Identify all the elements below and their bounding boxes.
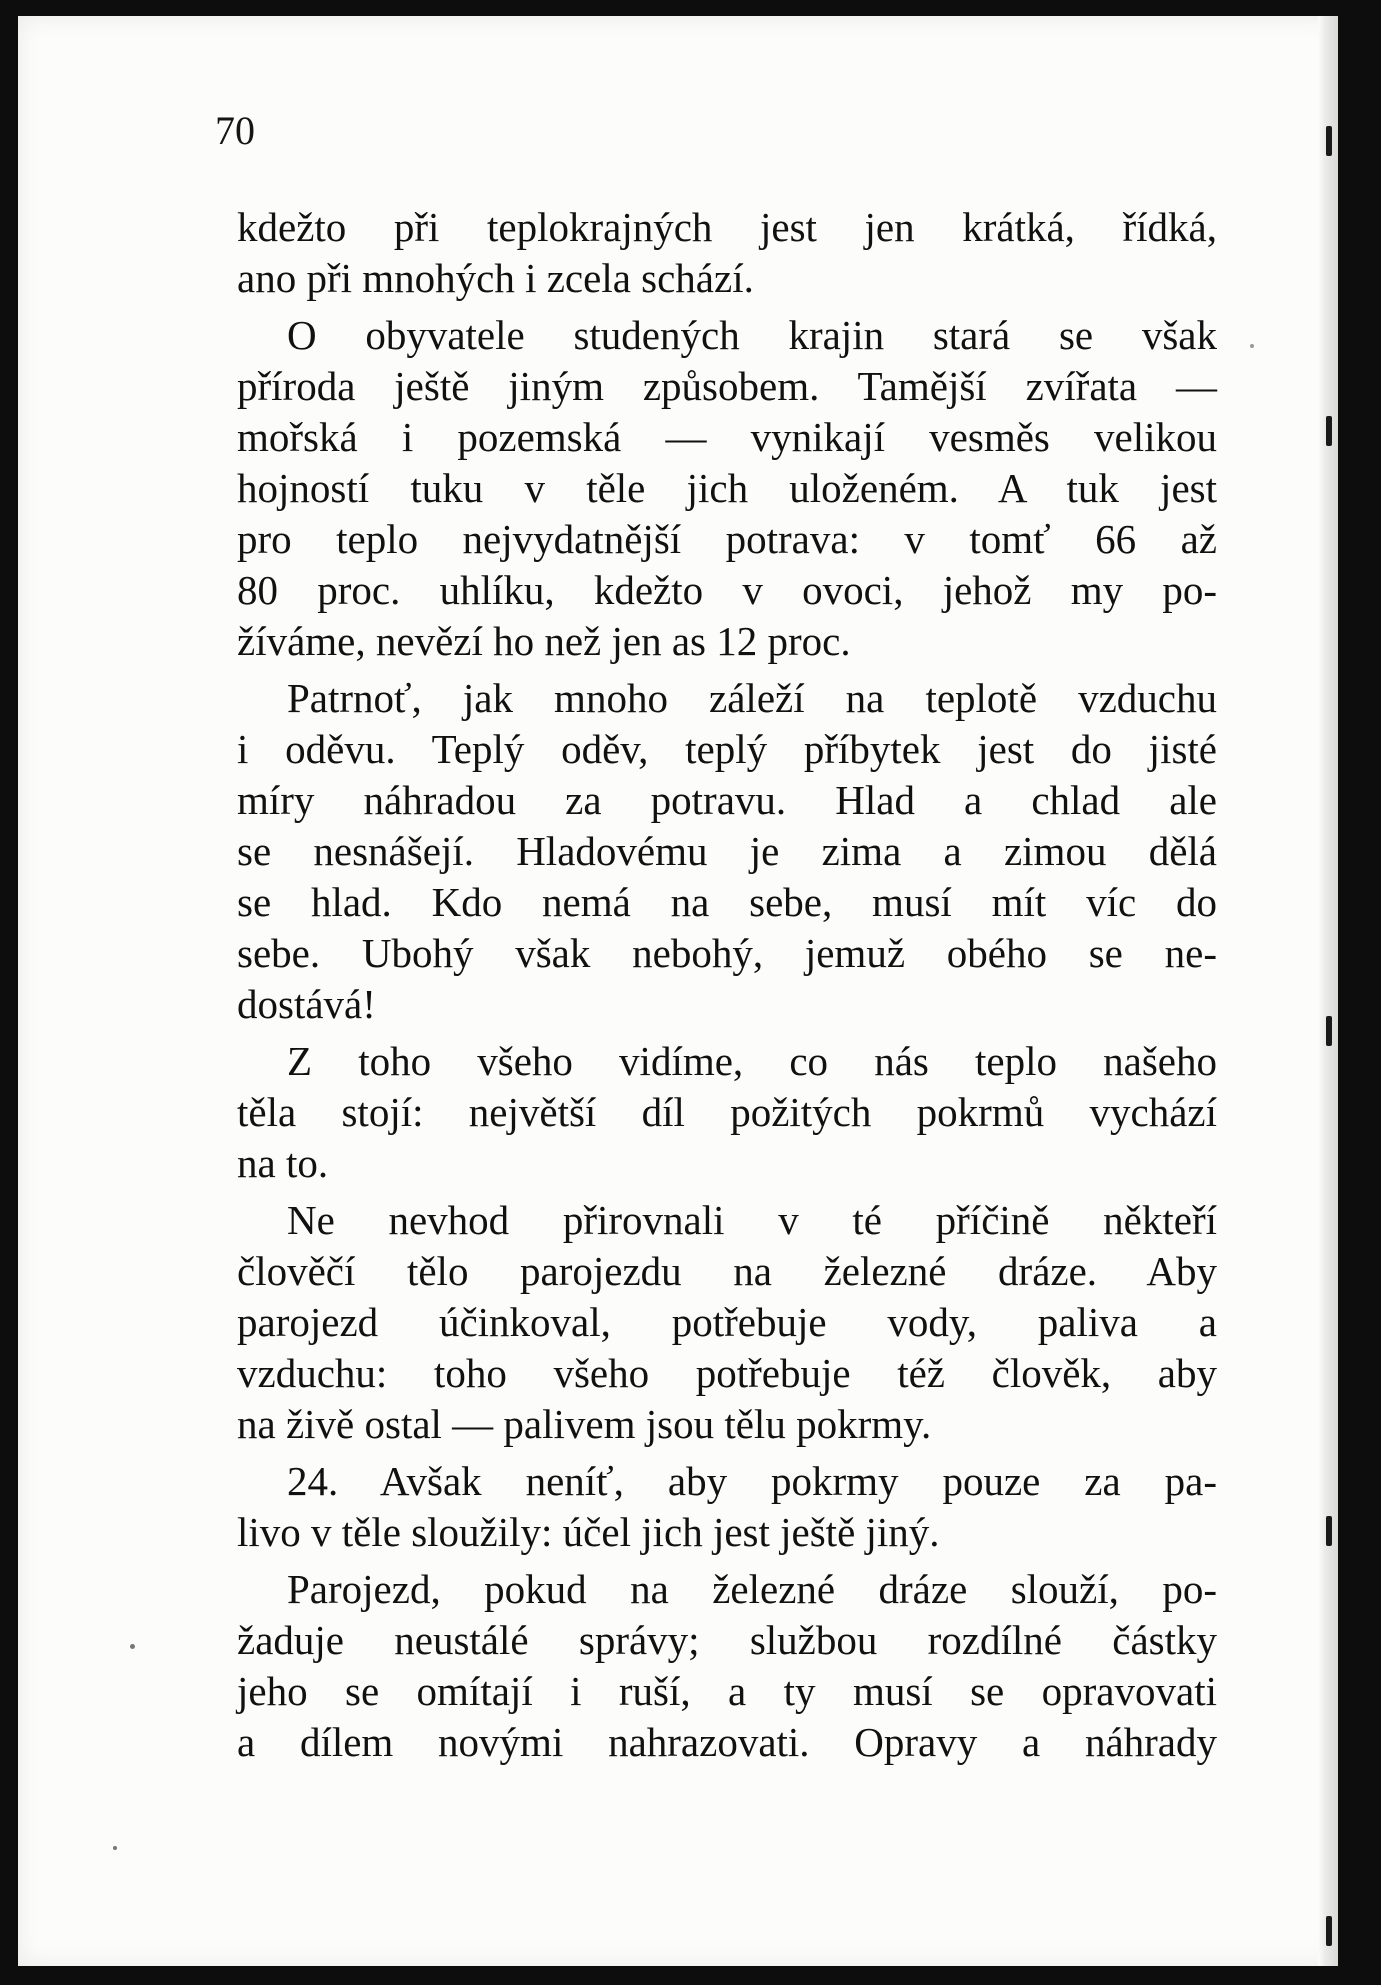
text-line: livo v těle sloužily: účel jich jest ještě jiný. — [237, 1509, 940, 1555]
paragraph — [237, 1036, 1217, 1189]
edge-mark — [1326, 416, 1332, 446]
text-line: 24. Avšak neníť, aby pokrmy pouze za pa- — [287, 1458, 1217, 1504]
paragraph — [237, 202, 1217, 304]
text-line: na živě ostal — palivem jsou tělu pokrmy. — [237, 1401, 932, 1447]
text-line: hojností tuku v těle jich uloženém. A tuk jest — [237, 465, 1217, 511]
edge-mark — [1326, 1916, 1332, 1946]
edge-mark — [1326, 1016, 1332, 1046]
text-line: Patrnoť, jak mnoho záleží na teplotě vzduchu — [287, 675, 1217, 721]
text-line: jeho se omítají i ruší, a ty musí se opravovati — [237, 1668, 1217, 1714]
text-line: sebe. Ubohý však nebohý, jemuž obého se ne- — [237, 930, 1217, 976]
text-line: ano při mnohých i zcela schází. — [237, 255, 754, 301]
text-line: Z toho všeho vidíme, co nás teplo našeho — [287, 1038, 1217, 1084]
page-number: 70 — [215, 108, 255, 153]
text-line: žíváme, nevězí ho než jen as 12 proc. — [237, 618, 851, 664]
text-line: míry náhradou za potravu. Hlad a chlad ale — [237, 777, 1217, 823]
text-line: na to. — [237, 1140, 329, 1186]
page-edge-shadow — [1318, 16, 1338, 1966]
text-line: Parojezd, pokud na železné dráze slouží, po- — [287, 1566, 1217, 1612]
paragraph — [237, 1195, 1217, 1450]
paragraph — [237, 1564, 1217, 1768]
text-line: parojezd účinkoval, potřebuje vody, paliva a — [237, 1299, 1217, 1345]
paper-speck — [113, 1846, 117, 1850]
text-line: kdežto při teplokrajných jest jen krátká, řídká, — [237, 204, 1217, 250]
text-line: těla stojí: největší díl požitých pokrmů vychází — [237, 1089, 1217, 1135]
paragraph — [237, 673, 1217, 1030]
text-line: i oděvu. Teplý oděv, teplý příbytek jest do jisté — [237, 726, 1217, 772]
text-line: pro teplo nejvydatnější potrava: v tomť 66 až — [237, 516, 1217, 562]
text-line: mořská i pozemská — vynikají vesměs velikou — [237, 414, 1217, 460]
edge-mark — [1326, 126, 1332, 156]
text-line: člověčí tělo parojezdu na železné dráze. Aby — [237, 1248, 1217, 1294]
text-line: žaduje neustálé správy; službou rozdílné částky — [237, 1617, 1217, 1663]
body-text — [237, 202, 1217, 1774]
paragraph — [237, 310, 1217, 667]
text-line: se hlad. Kdo nemá na sebe, musí mít víc do — [237, 879, 1217, 925]
text-line: 80 proc. uhlíku, kdežto v ovoci, jehož my po- — [237, 567, 1217, 613]
edge-mark — [1326, 1516, 1332, 1546]
text-line: a dílem novými nahrazovati. Opravy a náhrady — [237, 1719, 1217, 1765]
text-line: O obyvatele studených krajin stará se však — [287, 312, 1217, 358]
text-line: Ne nevhod přirovnali v té příčině někteří — [287, 1197, 1217, 1243]
text-line: dostává! — [237, 981, 376, 1027]
paragraph — [237, 1456, 1217, 1558]
text-line: vzduchu: toho všeho potřebuje též člověk, aby — [237, 1350, 1217, 1396]
text-line: příroda ještě jiným způsobem. Tamější zvířata — — [237, 363, 1217, 409]
paper-speck — [130, 1644, 135, 1649]
paper-speck — [1250, 344, 1254, 348]
text-line: se nesnášejí. Hladovému je zima a zimou dělá — [237, 828, 1217, 874]
